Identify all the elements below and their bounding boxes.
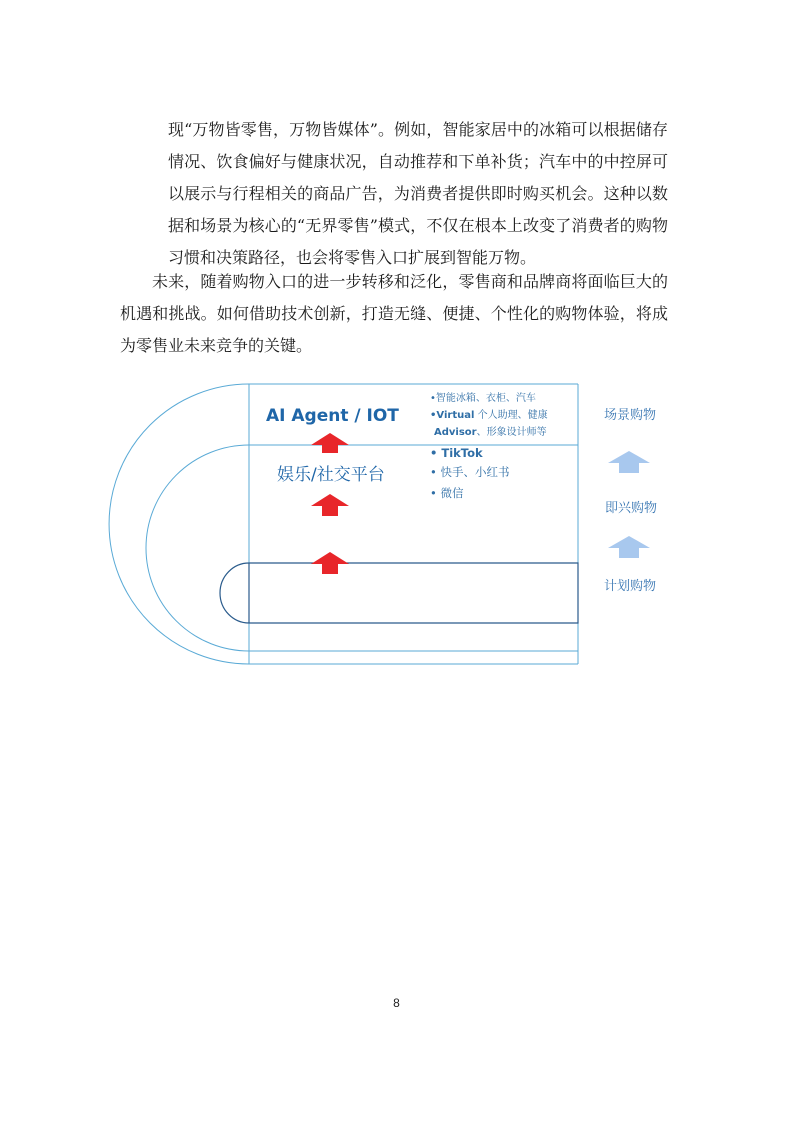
red-arrow-top	[311, 433, 349, 453]
red-arrow-bottom	[311, 552, 349, 574]
middle-arc	[146, 445, 249, 651]
virtual-word: •Virtual	[430, 410, 475, 421]
scene-shopping-label: 场景购物	[604, 408, 657, 423]
paragraph-2: 未来，随着购物入口的进一步转移和泛化，零售商和品牌商将面临巨大的机遇和挑战。如何借助技术创新，打造无缝、便捷、个性化的购物体验，将成为零售业未来竞争的关键。	[120, 272, 668, 355]
red-arrow-middle	[311, 494, 349, 516]
tiktok-bullet: • TikTok	[430, 446, 483, 460]
advisor-word: Advisor	[434, 427, 477, 438]
planned-shopping-label: 计划购物	[604, 579, 657, 594]
page-number: 8	[393, 996, 400, 1010]
paragraph-1: 现“万物皆零售，万物皆媒体”。例如，智能家居中的冰箱可以根据储存情况、饮食偏好与健康状况，自动推荐和下单补货；汽车中的中控屏可以展示与行程相关的商品广告，为消费者提供即时购买机会。这种以数据和场景为核心的“无界零售”模式，不仅在根本上改变了消费者的购物习惯和决策路径，也会将零售入口扩展到智能万物。	[168, 120, 668, 267]
blue-arrow-lower	[608, 536, 650, 558]
weixin-bullet: • 微信	[430, 486, 464, 500]
outer-arc	[109, 384, 249, 664]
ai-bullet-2	[430, 408, 548, 421]
kuaishou-bullet: • 快手、小红书	[430, 465, 510, 479]
impulse-shopping-label: 即兴购物	[605, 501, 658, 516]
ai-bullet-2-rest: 个人助理、健康	[474, 410, 548, 421]
blue-arrow-upper	[608, 451, 650, 473]
ai-bullet-3	[434, 425, 547, 438]
ai-bullet-3-rest: 、形象设计师等	[476, 427, 547, 438]
ai-agent-label: AI Agent / IOT	[266, 406, 399, 426]
entertainment-label: 娱乐/社交平台	[277, 465, 385, 485]
inner-box	[220, 563, 578, 623]
ai-bullet-1: •智能冰箱、衣柜、汽车	[430, 393, 536, 404]
